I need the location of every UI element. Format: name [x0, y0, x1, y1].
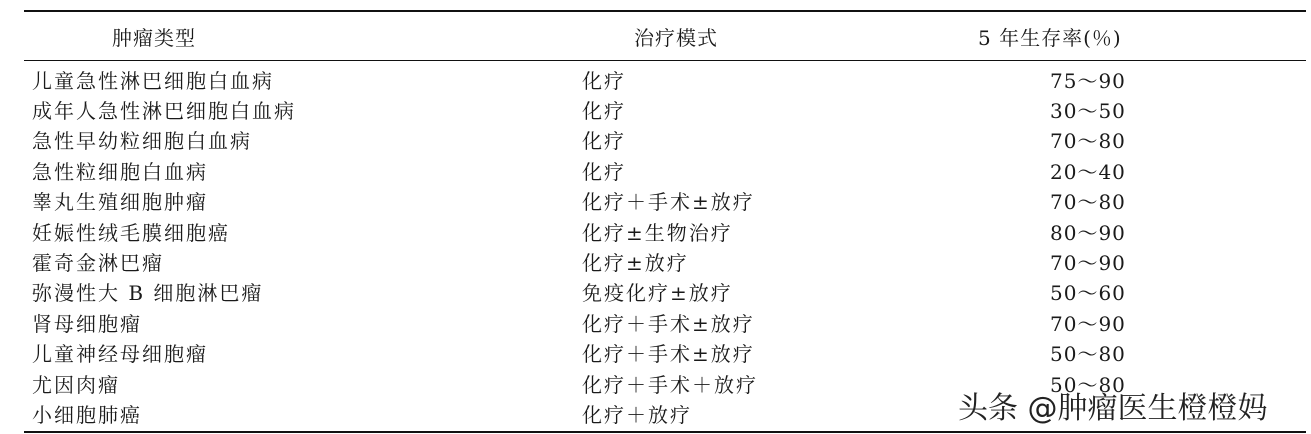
- table-row: [24, 125, 1306, 155]
- watermark: 头条 @肿瘤医生橙橙妈: [958, 391, 1268, 426]
- cell-treatment-mode: 化疗＋手术＋放疗: [582, 372, 758, 397]
- table-body: [24, 61, 1306, 431]
- cell-treatment-mode: 化疗: [582, 159, 626, 184]
- cell-tumor-type: 急性早幼粒细胞白血病: [32, 129, 252, 154]
- cell-survival-rate: 70～90: [1050, 251, 1126, 276]
- cell-survival-rate: 70～90: [1050, 311, 1126, 336]
- cell-tumor-type: 睾丸生殖细胞肿瘤: [32, 190, 208, 215]
- cell-survival-rate: 75～90: [1050, 68, 1126, 93]
- cell-treatment-mode: 化疗＋手术±放疗: [582, 190, 755, 215]
- cell-treatment-mode: 化疗: [582, 99, 626, 124]
- cell-treatment-mode: 化疗＋手术±放疗: [582, 342, 755, 367]
- cell-tumor-type: 肾母细胞瘤: [32, 311, 142, 336]
- cell-tumor-type: 成年人急性淋巴细胞白血病: [32, 99, 296, 124]
- table-row: [24, 246, 1306, 276]
- table-header-row: [24, 12, 1306, 60]
- survival-table: [24, 10, 1306, 433]
- cell-treatment-mode: 化疗±放疗: [582, 251, 689, 276]
- cell-treatment-mode: 免疫化疗±放疗: [582, 281, 733, 306]
- cell-treatment-mode: 化疗＋放疗: [582, 402, 692, 427]
- table-row: [24, 338, 1306, 368]
- cell-survival-rate: 80～90: [1050, 220, 1126, 245]
- table-row: [24, 277, 1306, 307]
- cell-tumor-type: 儿童神经母细胞瘤: [32, 342, 208, 367]
- cell-treatment-mode: 化疗: [582, 68, 626, 93]
- cell-tumor-type: 霍奇金淋巴瘤: [32, 251, 164, 276]
- cell-survival-rate: 30～50: [1050, 99, 1126, 124]
- cell-survival-rate: 50～80: [1050, 372, 1126, 397]
- table-row: [24, 94, 1306, 124]
- table-row: [24, 64, 1306, 94]
- table-bottom-rule: [24, 431, 1306, 433]
- cell-treatment-mode: 化疗±生物治疗: [582, 220, 733, 245]
- cell-survival-rate: 50～60: [1050, 281, 1126, 306]
- cell-survival-rate: 70～80: [1050, 129, 1126, 154]
- cell-tumor-type: 急性粒细胞白血病: [32, 159, 208, 184]
- cell-tumor-type: 弥漫性大 B 细胞淋巴瘤: [32, 281, 264, 306]
- cell-survival-rate: 20～40: [1050, 159, 1126, 184]
- header-survival-rate: 5 年生存率(％): [978, 25, 1122, 50]
- cell-survival-rate: 70～80: [1050, 190, 1126, 215]
- cell-tumor-type: 妊娠性绒毛膜细胞癌: [32, 220, 230, 245]
- cell-treatment-mode: 化疗＋手术±放疗: [582, 311, 755, 336]
- cell-survival-rate: 50～80: [1050, 342, 1126, 367]
- table-row: [24, 155, 1306, 185]
- cell-tumor-type: 儿童急性淋巴细胞白血病: [32, 68, 274, 93]
- header-tumor-type: 肿瘤类型: [112, 25, 196, 50]
- header-treatment-mode: 治疗模式: [634, 25, 718, 50]
- cell-treatment-mode: 化疗: [582, 129, 626, 154]
- cell-tumor-type: 尤因肉瘤: [32, 372, 120, 397]
- table-row: [24, 186, 1306, 216]
- table-row: [24, 216, 1306, 246]
- table-row: [24, 307, 1306, 337]
- cell-tumor-type: 小细胞肺癌: [32, 402, 142, 427]
